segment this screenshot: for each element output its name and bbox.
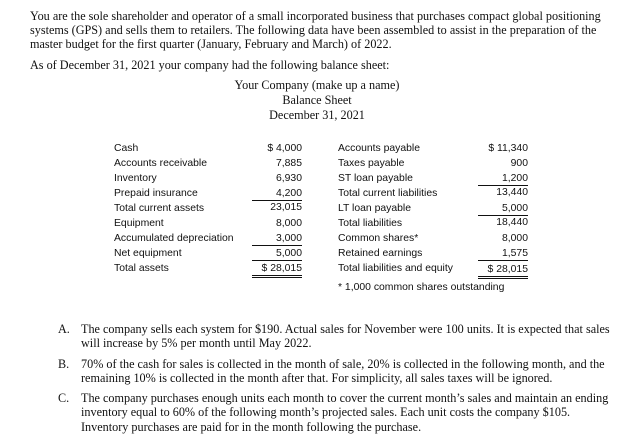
asset-value: 7,885 <box>275 158 302 169</box>
asset-label: Prepaid insurance <box>114 188 198 199</box>
liability-label: Taxes payable <box>338 158 405 169</box>
asset-value: 8,000 <box>275 218 302 229</box>
item-letter: C. <box>58 391 70 406</box>
liability-label: Retained earnings <box>338 248 423 259</box>
liability-label: Common shares* <box>338 233 419 244</box>
liability-label: Total liabilities and equity <box>338 263 453 274</box>
liabilities-labels <box>338 141 478 276</box>
liability-value: $ 28,015 <box>478 263 528 279</box>
asset-value: $ 4,000 <box>267 143 302 154</box>
liability-value: $ 11,340 <box>488 143 528 154</box>
balance-sheet-date: December 31, 2021 <box>269 108 365 122</box>
liability-label: LT loan payable <box>338 203 411 214</box>
asset-label: Accumulated depreciation <box>114 233 234 244</box>
item-text: The company sells each system for $190. Actual sales for November were 100 units. It is expected that sales will increase by 5% per month until May 2022. <box>81 322 610 351</box>
asset-label: Net equipment <box>114 248 182 259</box>
liability-label: Total liabilities <box>338 218 403 229</box>
liability-value: 900 <box>510 158 528 169</box>
asset-label: Accounts receivable <box>114 158 207 169</box>
item-text: The company purchases enough units each month to cover the current month’s sales and maintain an ending inventory equal to 60% of the following month’s projected sales. Each unit costs the company $105. Inventory purchases are paid for in the month following the purchase. <box>81 391 609 434</box>
liability-label: Accounts payable <box>338 143 421 154</box>
assumption-item <box>58 357 618 386</box>
asset-label: Inventory <box>114 173 157 184</box>
liability-label: ST loan payable <box>338 173 413 184</box>
as-of-line: As of December 31, 2021 your company had the following balance sheet: <box>30 58 390 72</box>
assets-values <box>252 141 302 276</box>
assumptions-list <box>58 322 618 440</box>
asset-label: Total current assets <box>114 203 205 214</box>
asset-value: 23,015 <box>270 202 302 213</box>
liability-value: 18,440 <box>496 217 528 228</box>
asset-label: Total assets <box>114 263 169 274</box>
liability-value: 1,575 <box>478 247 528 261</box>
liability-value: 1,200 <box>478 172 528 186</box>
item-letter: A. <box>58 322 70 336</box>
asset-value: 5,000 <box>252 247 302 261</box>
shares-footnote: * 1,000 common shares outstanding <box>338 282 505 293</box>
intro-text: You are the sole shareholder and operator of a small incorporated business that purchases compact global positioning systems (GPS) and sells them to retailers. The following data have been assembled to assist in the preparation of the master budget for the first quarter (January, February and March) of 2022. <box>30 9 601 52</box>
liability-value: 13,440 <box>496 187 528 198</box>
item-text: 70% of the cash for sales is collected in the month of sale, 20% is collected in the following month, and the remaining 10% is collected in the month after that. For simplicity, all sales taxes will be ignored. <box>81 356 605 385</box>
balance-sheet-title: Balance Sheet <box>282 93 352 107</box>
asset-value: 3,000 <box>252 232 302 246</box>
assets-labels <box>114 141 249 276</box>
asset-label: Equipment <box>114 218 164 229</box>
asset-value: 6,930 <box>275 173 302 184</box>
asset-label: Cash <box>114 143 139 154</box>
item-letter: B. <box>58 356 70 371</box>
asset-value: $ 28,015 <box>252 262 302 278</box>
intro-paragraph <box>30 9 610 52</box>
company-name: Your Company (make up a name) <box>234 78 400 92</box>
assumption-item <box>58 391 618 434</box>
liability-value: 8,000 <box>501 233 528 244</box>
liability-value: 5,000 <box>478 202 528 216</box>
liabilities-values <box>478 141 528 277</box>
assumption-item <box>58 322 618 351</box>
asset-value: 4,200 <box>252 187 302 201</box>
liability-label: Total current liabilities <box>338 188 438 199</box>
